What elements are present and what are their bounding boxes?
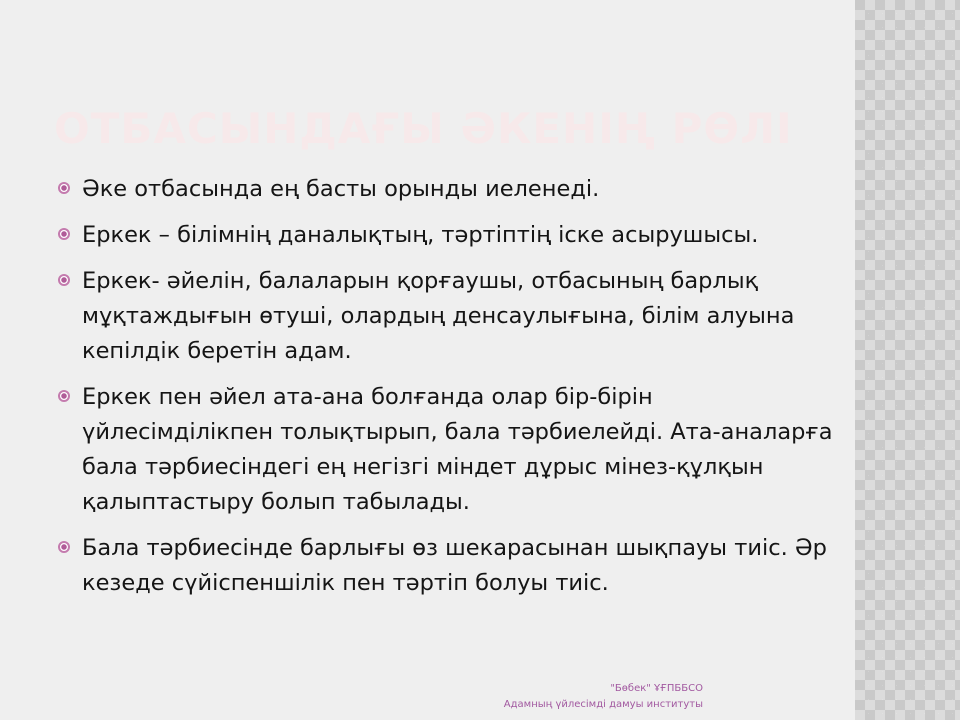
footer-institute: Адамның үйлесімді дамуы институты <box>503 699 703 710</box>
bullet-item-1 <box>58 172 838 207</box>
bullet-text-3: Еркек- әйелін, балаларын қорғаушы, отбасының барлық мұқтаждығын өтуші, олардың денсаулығына, білім алуына кепілдік беретін адам. <box>82 268 795 364</box>
circle-bullet-icon <box>58 182 70 194</box>
bullet-text-4: Еркек пен әйел ата-ана болғанда олар бір-бірін үйлесімділікпен толықтырып, бала тәрбиелейді. Ата-аналарға бала тәрбиесіндегі ең негізгі міндет дұрыс мінез-құлқын қалыптастыру болып табылады. <box>82 384 833 515</box>
bullet-item-4 <box>58 380 838 520</box>
bullet-text-1: Әке отбасында ең басты орынды иеленеді. <box>82 176 600 202</box>
decorative-side-pattern <box>855 0 960 720</box>
footer-organization: "Бөбек" ҰҒПББСО <box>610 683 703 694</box>
bullet-item-2 <box>58 218 838 253</box>
bullet-item-3 <box>58 264 838 369</box>
circle-bullet-icon <box>58 228 70 240</box>
bullet-text-2: Еркек – білімнің даналықтың, тәртіптің іске асырушысы. <box>82 222 759 248</box>
circle-bullet-icon <box>58 390 70 402</box>
bullet-list <box>58 172 838 612</box>
bullet-item-5 <box>58 531 838 601</box>
bullet-text-5: Бала тәрбиесінде барлығы өз шекарасынан шықпауы тиіс. Әр кезеде сүйіспеншілік пен тәртіп болуы тиіс. <box>82 535 827 596</box>
slide-title: ОТБАСЫНДАҒЫ ӘКЕНІҢ РӨЛІ <box>54 104 793 153</box>
circle-bullet-icon <box>58 541 70 553</box>
slide-footer <box>504 681 703 713</box>
circle-bullet-icon <box>58 274 70 286</box>
